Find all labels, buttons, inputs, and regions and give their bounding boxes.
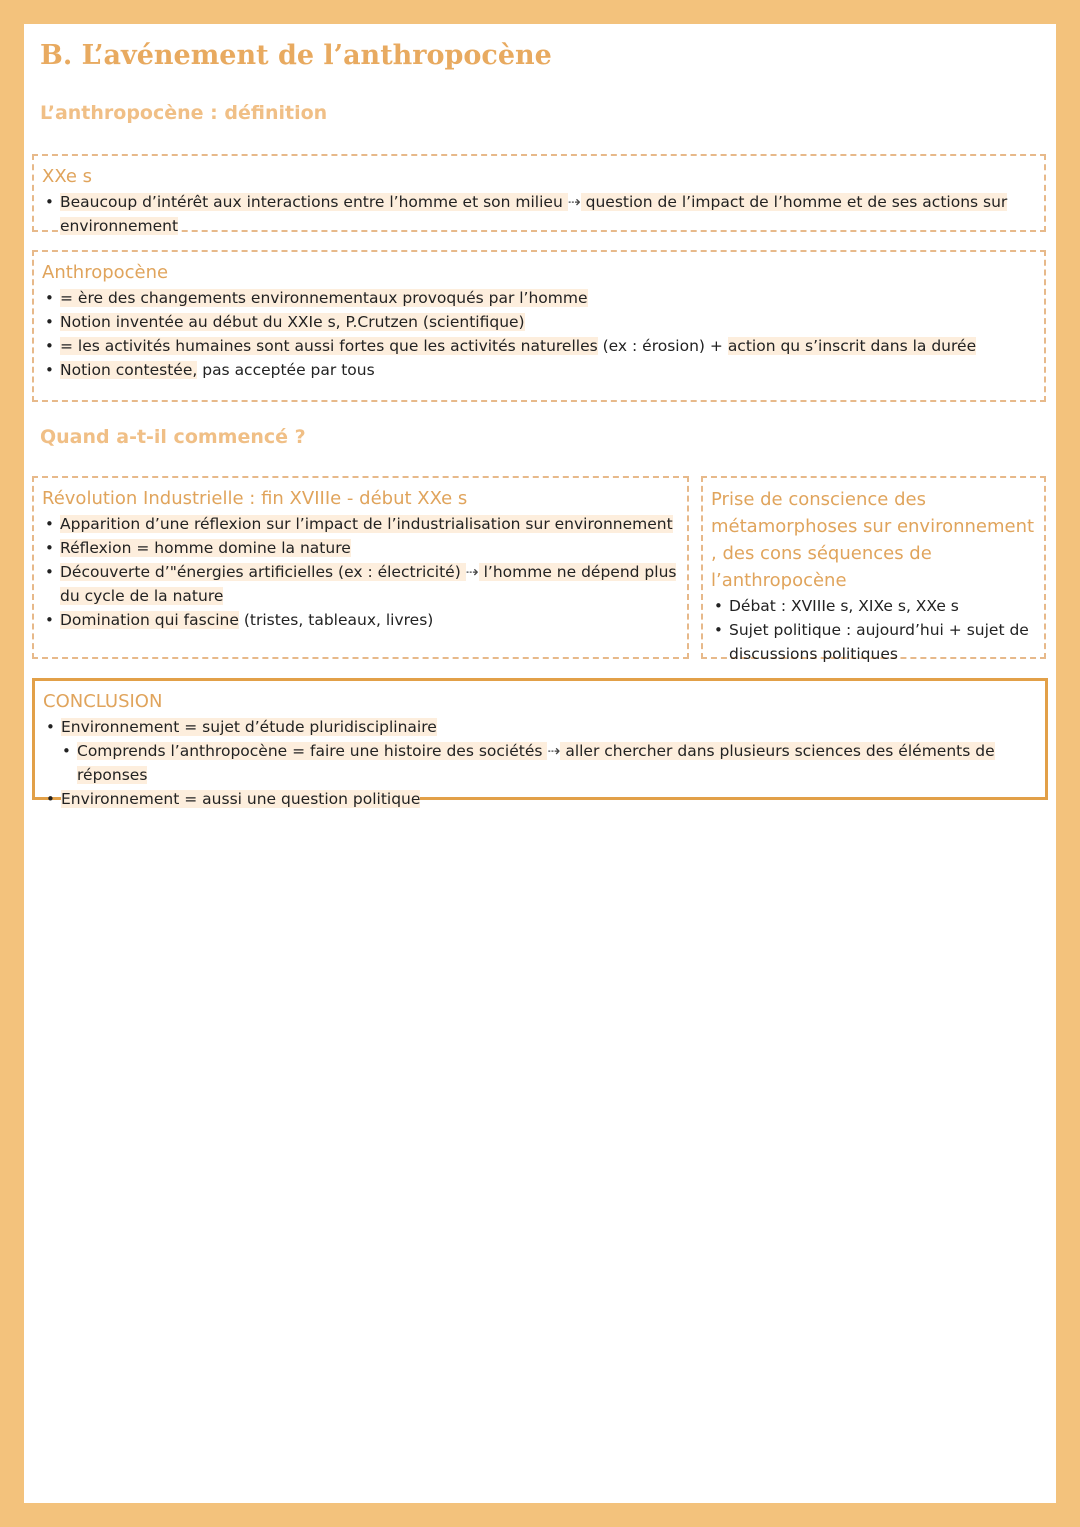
list-item xyxy=(42,310,1036,334)
list-item xyxy=(42,560,679,608)
conclusion-bullet-2b: aller chercher dans plusieurs sciences des éléments de réponses xyxy=(77,742,995,784)
list-item xyxy=(43,715,1037,739)
box-revolution xyxy=(32,476,689,659)
list-item xyxy=(42,536,679,560)
box-xxe-list xyxy=(42,190,1036,238)
xxe-bullet-text-2: question de l’impact de l’homme et de ses actions sur environnement xyxy=(60,193,1008,235)
revolution-bullet-4b: (tristes, tableaux, livres) xyxy=(238,611,434,629)
anthropocene-bullet-3a: = les activités humaines sont aussi fortes que les activités naturelles xyxy=(60,337,598,355)
list-item xyxy=(42,608,679,632)
box-conclusion xyxy=(32,678,1048,808)
page xyxy=(24,24,1056,1503)
arrow-icon: ⇢ xyxy=(465,563,479,581)
section-title-debut: Quand a-t-il commencé ? xyxy=(40,426,306,448)
revolution-bullet-3b: l’homme ne dépend plus du cycle de la nature xyxy=(60,563,677,605)
anthropocene-bullet-4b: pas acceptée par tous xyxy=(197,361,375,379)
box-xxe-title: XXe s xyxy=(42,166,93,187)
box-prise-conscience xyxy=(701,476,1046,663)
revolution-bullet-3a: Découverte d’"énergies artificielles (ex : électricité) xyxy=(60,563,466,581)
conclusion-bullet-3: Environnement = aussi une question politique xyxy=(61,790,421,808)
conclusion-bullet-1: Environnement = sujet d’étude pluridisciplinaire xyxy=(61,718,437,736)
page-title: B. L’avénement de l’anthropocène xyxy=(40,40,552,71)
box-anthropocene xyxy=(32,250,1046,402)
anthropocene-bullet-1: = ère des changements environnementaux provoqués par l’homme xyxy=(60,289,588,307)
box-xxe xyxy=(32,154,1046,235)
anthropocene-bullet-2: Notion inventée au début du XXIe s, P.Crutzen (scientifique) xyxy=(60,313,525,331)
conclusion-title: CONCLUSION xyxy=(43,691,163,712)
section-title-definition: L’anthropocène : définition xyxy=(40,102,328,124)
revolution-bullet-2: Réflexion = homme domine la nature xyxy=(60,539,351,557)
arrow-icon: ⇢ xyxy=(567,193,581,211)
anthropocene-bullet-3c: action qu s’inscrit dans la durée xyxy=(727,337,977,355)
list-item xyxy=(711,618,1036,666)
arrow-icon: ⇢ xyxy=(547,742,561,760)
box-revolution-title: Révolution Industrielle : fin XVIIIe - début XXe s xyxy=(42,488,468,509)
conclusion-list xyxy=(43,715,1037,811)
revolution-bullet-1: Apparition d’une réflexion sur l’impact de l’industrialisation sur environnement xyxy=(60,515,673,533)
anthropocene-bullet-3b: (ex : érosion) + xyxy=(597,337,728,355)
revolution-bullet-4a: Domination qui fascine xyxy=(60,611,239,629)
box-anthropocene-list xyxy=(42,286,1036,382)
list-item xyxy=(43,787,1037,811)
list-item xyxy=(42,512,679,536)
anthropocene-bullet-4a: Notion contestée, xyxy=(60,361,198,379)
prise-bullet-2: Sujet politique : aujourd’hui + sujet de discussions politiques xyxy=(729,621,1029,663)
xxe-bullet-text-1: Beaucoup d’intérêt aux interactions entre l’homme et son milieu xyxy=(60,193,568,211)
list-item xyxy=(42,286,1036,310)
conclusion-bullet-2a: Comprends l’anthropocène = faire une histoire des sociétés xyxy=(77,742,548,760)
list-item xyxy=(42,190,1036,238)
box-prise-list xyxy=(711,594,1036,666)
box-revolution-list xyxy=(42,512,679,632)
box-anthropocene-title: Anthropocène xyxy=(42,262,169,283)
list-item xyxy=(42,358,1036,382)
list-item xyxy=(711,594,1036,618)
box-prise-title: Prise de conscience des métamorphoses sur environnement , des cons séquences de l’anthropocène xyxy=(711,489,1035,591)
list-item xyxy=(59,739,1037,787)
list-item xyxy=(42,334,1036,358)
prise-bullet-1: Débat : XVIIIe s, XIXe s, XXe s xyxy=(729,597,959,615)
